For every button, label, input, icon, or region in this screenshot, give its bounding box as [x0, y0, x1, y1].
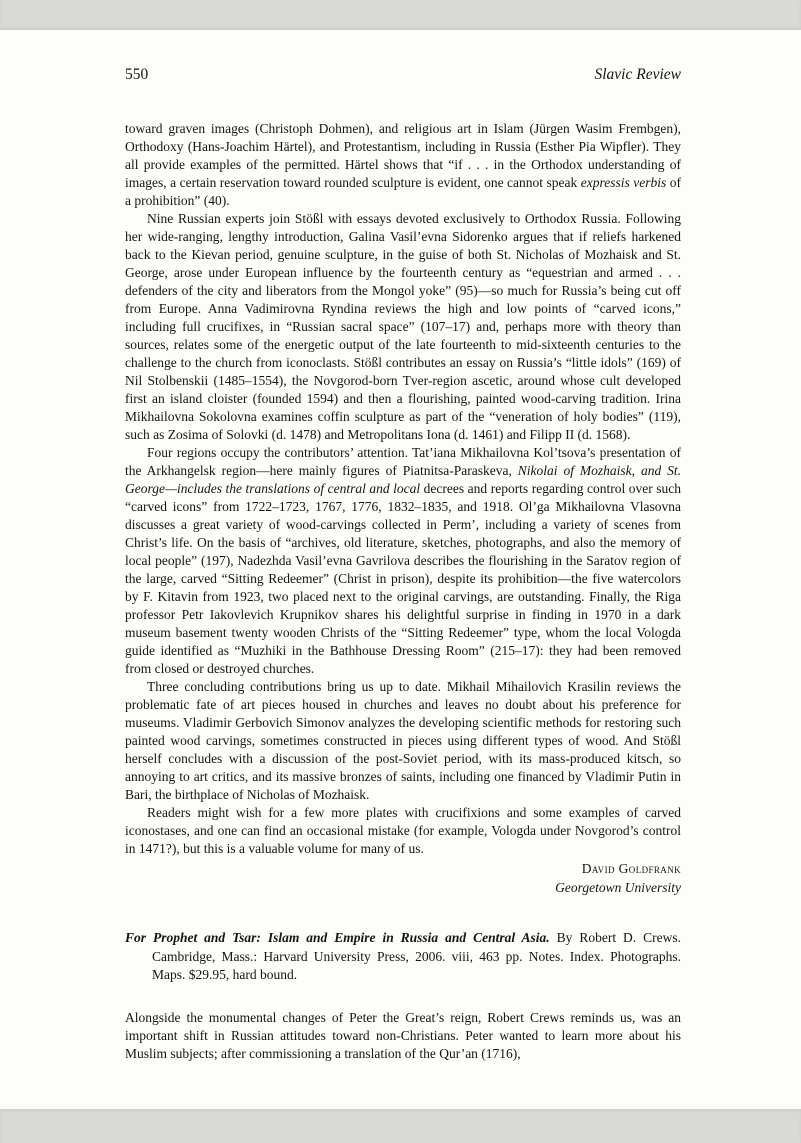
review-crews-volume [125, 929, 681, 1063]
reviewer-name: David Goldfrank [581, 861, 681, 876]
book-publication-info: By Robert D. Crews. Cambridge, Mass.: Harvard University Press, 2006. viii, 463 pp. Notes. Index. Photographs. Maps. $29.95, hard bound. [152, 930, 681, 982]
review1-paragraph-3 [125, 444, 681, 678]
reviewer-affiliation: Georgetown University [555, 879, 681, 895]
scan-edge-bottom [0, 1109, 801, 1143]
paragraph-text: toward graven images (Christoph Dohmen), and religious art in Islam (Jürgen Wasim Frembgen), Orthodoxy (Hans-Joachim Härtel), and Protestantism, including in Russia (Esther Pia Wipfler). They all provide examples of the permitted. Härtel shows that “if . . . in the Orthodox understanding of images, a certain reservation toward rounded sculpture is evident, one cannot speak [125, 121, 681, 190]
paragraph-text: Four regions occupy the contributors’ attention. Tat’iana Mikhailovna Kol’tsova’s presentation of the Arkhangelsk region—here mainly figures of Piatnitsa-Paraskeva, [125, 445, 681, 478]
italicized-run: Nikolai of Mozhaisk, and St. George—includes the translations of central and local [125, 463, 681, 496]
review1-paragraph-2: Nine Russian experts join Stößl with essays devoted exclusively to Orthodox Russia. Following her wide-ranging, lengthy introduction, Galina Vasil’evna Sidorenko argues that if reliefs harkened back to the Kievan period, genuine sculpture, in the guise of both St. Nicholas of Mozhaisk and St. George, arose under European influence by the fourteenth century as “equestrian and armed . . . defenders of the city and liberators from the Mongol yoke” (95)—so much for Russia’s being cut off from Europe. Anna Vadimirovna Ryndina reviews the high and low points of “carved icons,” including full crucifixes, in “Russian sacral space” (107–17) and, perhaps more with theory than sources, relates some of the energetic output of the late fourteenth to mid-sixteenth centuries to the challenge to the church from iconoclasts. Stößl contributes an essay on Russia’s “little idols” (169) of Nil Stolbenskii (1485–1554), the Novgorod-born Tver-region ascetic, around whose cult developed first an island cloister (founded 1594) and then a flourishing, painted wood-carving tradition. Irina Mikhailovna Sokolovna examines coffin sculpture as part of the “veneration of holy bodies” (119), such as Zosima of Solovki (d. 1478) and Metropolitans Iona (d. 1461) and Filipp II (d. 1568). [125, 211, 681, 442]
review2-paragraph-1: Alongside the monumental changes of Peter the Great’s reign, Robert Crews reminds us, was an important shift in Russian attitudes toward non-Christians. Peter wanted to learn more about his Muslim subjects; after commissioning a translation of the Qur’an (1716), [125, 1009, 681, 1061]
review-stoessl-volume [125, 120, 681, 897]
paragraph-text: of a prohibition” (40). [125, 175, 682, 208]
latin-phrase: expressis verbis [580, 175, 667, 190]
paragraph-text: decrees and reports regarding control over such “carved icons” from 1722–1723, 1767, 1776, 1832–1835, and 1918. Ol’ga Mikhailovna Vlasovna discusses a great variety of wood-carvings collected in Perm’, including a variety of scenes from Christ’s life. On the basis of “archives, old literature, sketches, photographs, and also the memory of local people” (197), Nadezhda Vasil’evna Gavrilova describes the flourishing in the Saratov region of the large, carved “Sitting Redeemer” (Christ in prison), despite its prohibition—the five watercolors by F. Kitavin from 1923, two placed next to the original carvings, are outstanding. Finally, the Riga professor Petr Iakovlevich Krupnikov shares his delightful surprise in finding in 1970 in a dark museum basement twenty wooden Christs of the “Sitting Redeemer” type, whom the local Vologda guide identified as “Muzhiki in the Bathhouse Dressing Room” (215–17): they had been removed from closed or destroyed churches. [125, 481, 682, 676]
scan-edge-top [0, 0, 801, 30]
review1-paragraph-4: Three concluding contributions bring us up to date. Mikhail Mihailovich Krasilin reviews the problematic fate of art pieces housed in churches and leaves no doubt about his preference for museums. Vladimir Gerbovich Simonov analyzes the developing scientific methods for restoring such painted wood carvings, sometimes constructed in pieces using different types of wood. And Stößl herself concludes with a discussion of the post-Soviet period, with its mass-produced kitsch, so annoying to art critics, and its massive bronzes of saints, including one financed by Vladimir Putin in Bari, the birthplace of Nicholas of Mozhaisk. [125, 679, 681, 802]
journal-title: Slavic Review [594, 66, 681, 83]
page-number: 550 [125, 66, 149, 83]
running-head [125, 66, 681, 84]
book-heading [125, 929, 681, 985]
review1-paragraph-1 [125, 120, 681, 210]
book-title: For Prophet and Tsar: Islam and Empire in Russia and Central Asia. [125, 930, 550, 945]
reviewer-signature [125, 860, 681, 897]
review1-paragraph-5: Readers might wish for a few more plates with crucifixions and some examples of carved iconostases, and one can find an occasional mistake (for example, Vologda under Novgorod’s control in 1471?), but this is a valuable volume for many of us. [125, 805, 681, 856]
page-content [125, 66, 681, 1063]
